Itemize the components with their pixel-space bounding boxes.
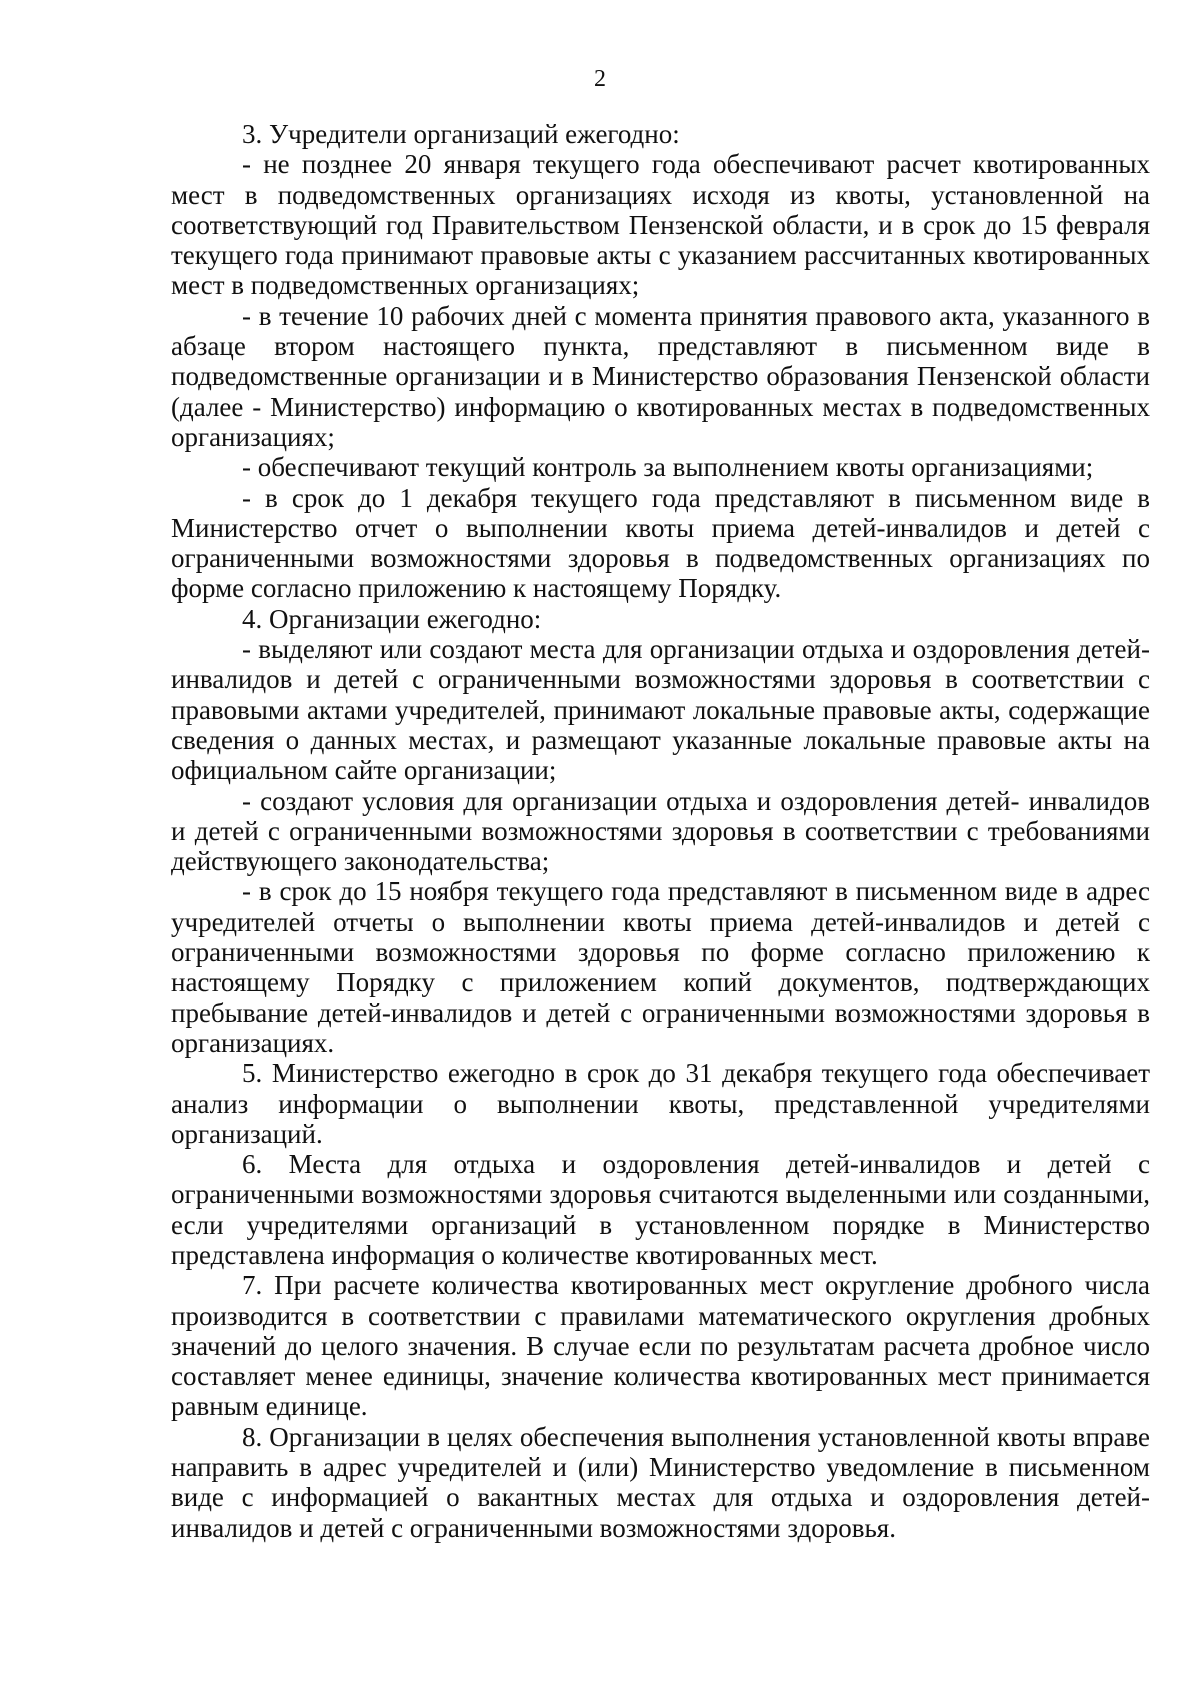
paragraph-4-heading: 4. Организации ежегодно:	[242, 603, 542, 634]
paragraph-4-item-conditions: - создают условия для организации отдыха и оздоровления детей- инвалидов и детей с ограниченными возможностями здоровья в соответствии с требованиями действующего законодательства;	[171, 785, 1150, 877]
paragraph-3-item-information: - в течение 10 рабочих дней с момента принятия правового акта, указанного в абзаце втором настоящего пункта, представляют в письменном виде в подведомственные организации и в Министерство образования Пензенской области (далее - Министерство) информацию о квотированных местах в подведомственных организациях;	[171, 300, 1150, 452]
paragraph-3-item-report: - в срок до 1 декабря текущего года представляют в письменном виде в Министерство отчет о выполнении квоты приема детей-инвалидов и детей с ограниченными возможностями здоровья в подведомственных организациях по форме согласно приложению к настоящему Порядку.	[171, 482, 1150, 604]
paragraph-3-heading: 3. Учредители организаций ежегодно:	[242, 119, 680, 149]
page-number: 2	[594, 66, 606, 92]
paragraph-4-item-places: - выделяют или создают места для организации отдыха и оздоровления детей-инвалидов и детей с ограниченными возможностями здоровья в соответствии с правовыми актами учредителей, принимают локальные правовые акты, содержащие сведения о данных местах, и размещают указанные локальные правовые акты на официальном сайте организации;	[171, 634, 1150, 786]
paragraph-6: 6. Места для отдыха и оздоровления детей-инвалидов и детей с ограниченными возможностями здоровья считаются выделенными или созданными, если учредителями организаций в установленном порядке в Министерство представлена информация о количестве квотированных мест.	[171, 1149, 1150, 1270]
paragraph-3-item-control: - обеспечивают текущий контроль за выполнением квоты организациями;	[242, 452, 1094, 483]
paragraph-3-item-quota-calculation: - не позднее 20 января текущего года обеспечивают расчет квотированных мест в подведомственных организациях исходя из квоты, установленной на соответствующий год Правительством Пензенской области, и в срок до 15 февраля текущего года принимают правовые акты с указанием рассчитанных квотированных мест в подведомственных организациях;	[171, 149, 1150, 301]
paragraph-5: 5. Министерство ежегодно в срок до 31 декабря текущего года обеспечивает анализ информации о выполнении квоты, представленной учредителями организаций.	[171, 1058, 1150, 1149]
paragraph-8: 8. Организации в целях обеспечения выполнения установленной квоты вправе направить в адрес учредителей и (или) Министерство уведомление в письменном виде с информацией о вакантных местах для отдыха и оздоровления детей-инвалидов и детей с ограниченными возможностями здоровья.	[171, 1421, 1150, 1543]
paragraph-7: 7. При расчете количества квотированных мест округление дробного числа производится в соответствии с правилами математического округления дробных значений до целого значения. В случае если по результатам расчета дробное число составляет менее единицы, значение количества квотированных мест принимается равным единице.	[171, 1270, 1150, 1422]
document-body	[171, 119, 1150, 1543]
paragraph-4-item-report: - в срок до 15 ноября текущего года представляют в письменном виде в адрес учредителей отчеты о выполнении квоты приема детей-инвалидов и детей с ограниченными возможностями здоровья по форме согласно приложению к настоящему Порядку с приложением копий документов, подтверждающих пребывание детей-инвалидов и детей с ограниченными возможностями здоровья в организациях.	[171, 876, 1150, 1058]
